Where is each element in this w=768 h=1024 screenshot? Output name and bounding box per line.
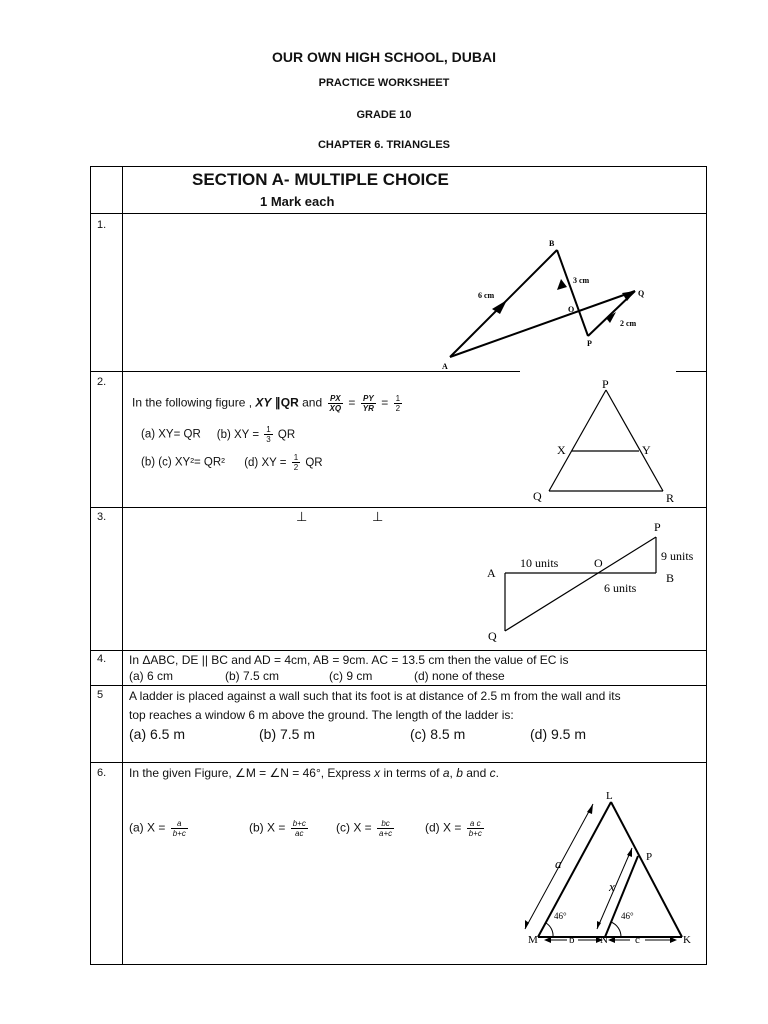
option-a: (a) XY= QR: [141, 428, 201, 441]
label-n: N: [600, 934, 608, 946]
q6-question-text: In the given Figure, ∠M = ∠N = 46°, Express x in terms of a, b and c.: [129, 766, 499, 780]
q6-option-c: (c) X = $\frac{bc}{a+c}$: [336, 819, 393, 838]
side-pq: [549, 390, 606, 491]
row-divider: [90, 213, 707, 214]
label-m: M: [528, 934, 538, 946]
var-a: a: [442, 766, 450, 780]
table-border-right: [706, 166, 707, 965]
worksheet-title: PRACTICE WORKSHEET: [318, 77, 450, 89]
label-l: L: [606, 790, 613, 802]
side-pr: [606, 390, 663, 491]
q4-question-text: In ΔABC, DE || BC and AD = 4cm, AB = 9cm. AC = 13.5 cm then the value of EC is: [129, 653, 569, 667]
label-x: X: [557, 443, 566, 457]
label-ab: 6 cm: [478, 291, 495, 300]
school-name: OUR OWN HIGH SCHOOL, DUBAI: [272, 49, 496, 65]
arrow-head: [525, 920, 529, 929]
label-p: P: [587, 339, 592, 348]
label-x: x: [609, 879, 615, 894]
q4-option-a: (a) 6 cm: [129, 669, 174, 683]
label-c: c: [635, 934, 640, 946]
q2-xy: XY: [255, 395, 272, 410]
table-border-bottom: [90, 964, 707, 965]
var-c: c: [489, 766, 496, 780]
segment-np: [605, 856, 638, 937]
segment-aq: [450, 291, 635, 357]
label-ob: 6 units: [604, 581, 637, 595]
label-angle-m: 46°: [554, 911, 567, 921]
option-b: (b) XY = $\frac{1}{3}$ QR: [216, 425, 296, 444]
table-border-top: [90, 166, 707, 167]
arrow-head: [557, 279, 567, 290]
label-a: A: [442, 362, 448, 371]
fraction-px-xq: $\frac{PX}{XQ}$: [329, 394, 342, 413]
q4-option-c: (c) 9 cm: [329, 669, 373, 683]
label-b: B: [549, 239, 555, 248]
angle-arc-m: [546, 923, 553, 937]
q2-question-text: [132, 394, 404, 413]
q4-option-d: (d) none of these: [414, 669, 505, 683]
label-o: O: [594, 556, 603, 570]
label-ob: 3 cm: [573, 276, 590, 285]
q5-option-d: (d) 9.5 m: [530, 726, 587, 742]
label-a: a: [555, 856, 562, 871]
angle-arc-n: [611, 922, 621, 937]
equals-sign: =: [348, 395, 356, 410]
label-k: K: [683, 934, 691, 946]
question-number: 1.: [97, 219, 107, 231]
row-divider: [90, 507, 707, 508]
fraction-py-yr: $\frac{PY}{YR}$: [362, 394, 374, 413]
label-b: b: [569, 934, 575, 946]
grade-label: GRADE 10: [356, 109, 412, 121]
label-p: P: [654, 520, 661, 534]
label-a: A: [487, 566, 496, 580]
segment-bp: [557, 250, 588, 336]
label-q: Q: [488, 629, 497, 643]
question-number: 4.: [97, 653, 107, 665]
arrow-head: [627, 848, 632, 857]
q5-question-line2: top reaches a window 6 m above the ground. The length of the ladder is:: [129, 708, 514, 722]
row-divider: [90, 762, 707, 763]
option-d: (d) XY = $\frac{1}{2}$ QR: [244, 453, 323, 472]
label-r: R: [666, 491, 675, 504]
label-q: Q: [533, 489, 542, 503]
q2-options-row2: [141, 453, 323, 472]
side-lm: [538, 802, 611, 937]
perpendicular-symbol: ⊥: [296, 509, 308, 524]
question-number: 6.: [97, 767, 107, 779]
label-pb: 9 units: [661, 549, 694, 563]
label-o: O: [568, 305, 575, 314]
q2-options-row1: [141, 425, 295, 444]
table-border-left: [90, 166, 91, 965]
arrow-head: [622, 291, 635, 301]
row-divider: [90, 685, 707, 686]
q5-option-b: (b) 7.5 m: [259, 726, 316, 742]
question-number: 2.: [97, 376, 107, 388]
q4-option-b: (b) 7.5 cm: [225, 669, 280, 683]
row-divider: [676, 371, 707, 372]
label-y: Y: [642, 443, 651, 457]
row-divider: [90, 650, 707, 651]
perpendicular-symbol: ⊥: [372, 509, 384, 524]
label-b: B: [666, 571, 675, 585]
q1-figure: [430, 236, 660, 372]
q2-intro: In the following figure ,: [132, 395, 253, 410]
section-subtitle: 1 Mark each: [260, 194, 335, 209]
column-divider: [122, 166, 123, 965]
q5-option-a: (a) 6.5 m: [129, 726, 186, 742]
label-op: 2 cm: [620, 319, 637, 328]
q6-option-d: (d) X = $\frac{\text{a c}}{b+c}$: [425, 819, 482, 838]
q6-option-b: (b) X = $\frac{b+c}{ac}$: [249, 819, 306, 838]
q3-figure: [480, 516, 706, 646]
chapter-label: CHAPTER 6. TRIANGLES: [317, 139, 450, 151]
label-q: Q: [638, 289, 645, 298]
label-p: P: [646, 851, 653, 863]
label-p: P: [602, 377, 609, 391]
fraction-one-half: $\frac{1}{2}$: [395, 394, 401, 413]
question-number: 3.: [97, 511, 107, 523]
q2-parallel-qr: ∥QR: [274, 395, 299, 410]
equals-sign: =: [381, 395, 389, 410]
q6-figure: [515, 786, 701, 958]
question-number: 5: [97, 689, 104, 701]
option-c: (b) (c) XY²= QR²: [141, 456, 226, 469]
q6-option-a: (a) X = $\frac{a}{b+c}$: [129, 819, 186, 838]
q5-question-line1: A ladder is placed against a wall such that its foot is at distance of 2.5 m from the wall and its: [129, 689, 621, 703]
var-b: b: [456, 766, 463, 780]
var-x: x: [374, 766, 381, 780]
q2-and: and: [302, 395, 323, 410]
q5-option-c: (c) 8.5 m: [410, 726, 466, 742]
q2-figure: [525, 376, 685, 504]
section-title: SECTION A- MULTIPLE CHOICE: [192, 170, 449, 189]
label-ao: 10 units: [520, 556, 559, 570]
label-angle-n: 46°: [621, 911, 634, 921]
